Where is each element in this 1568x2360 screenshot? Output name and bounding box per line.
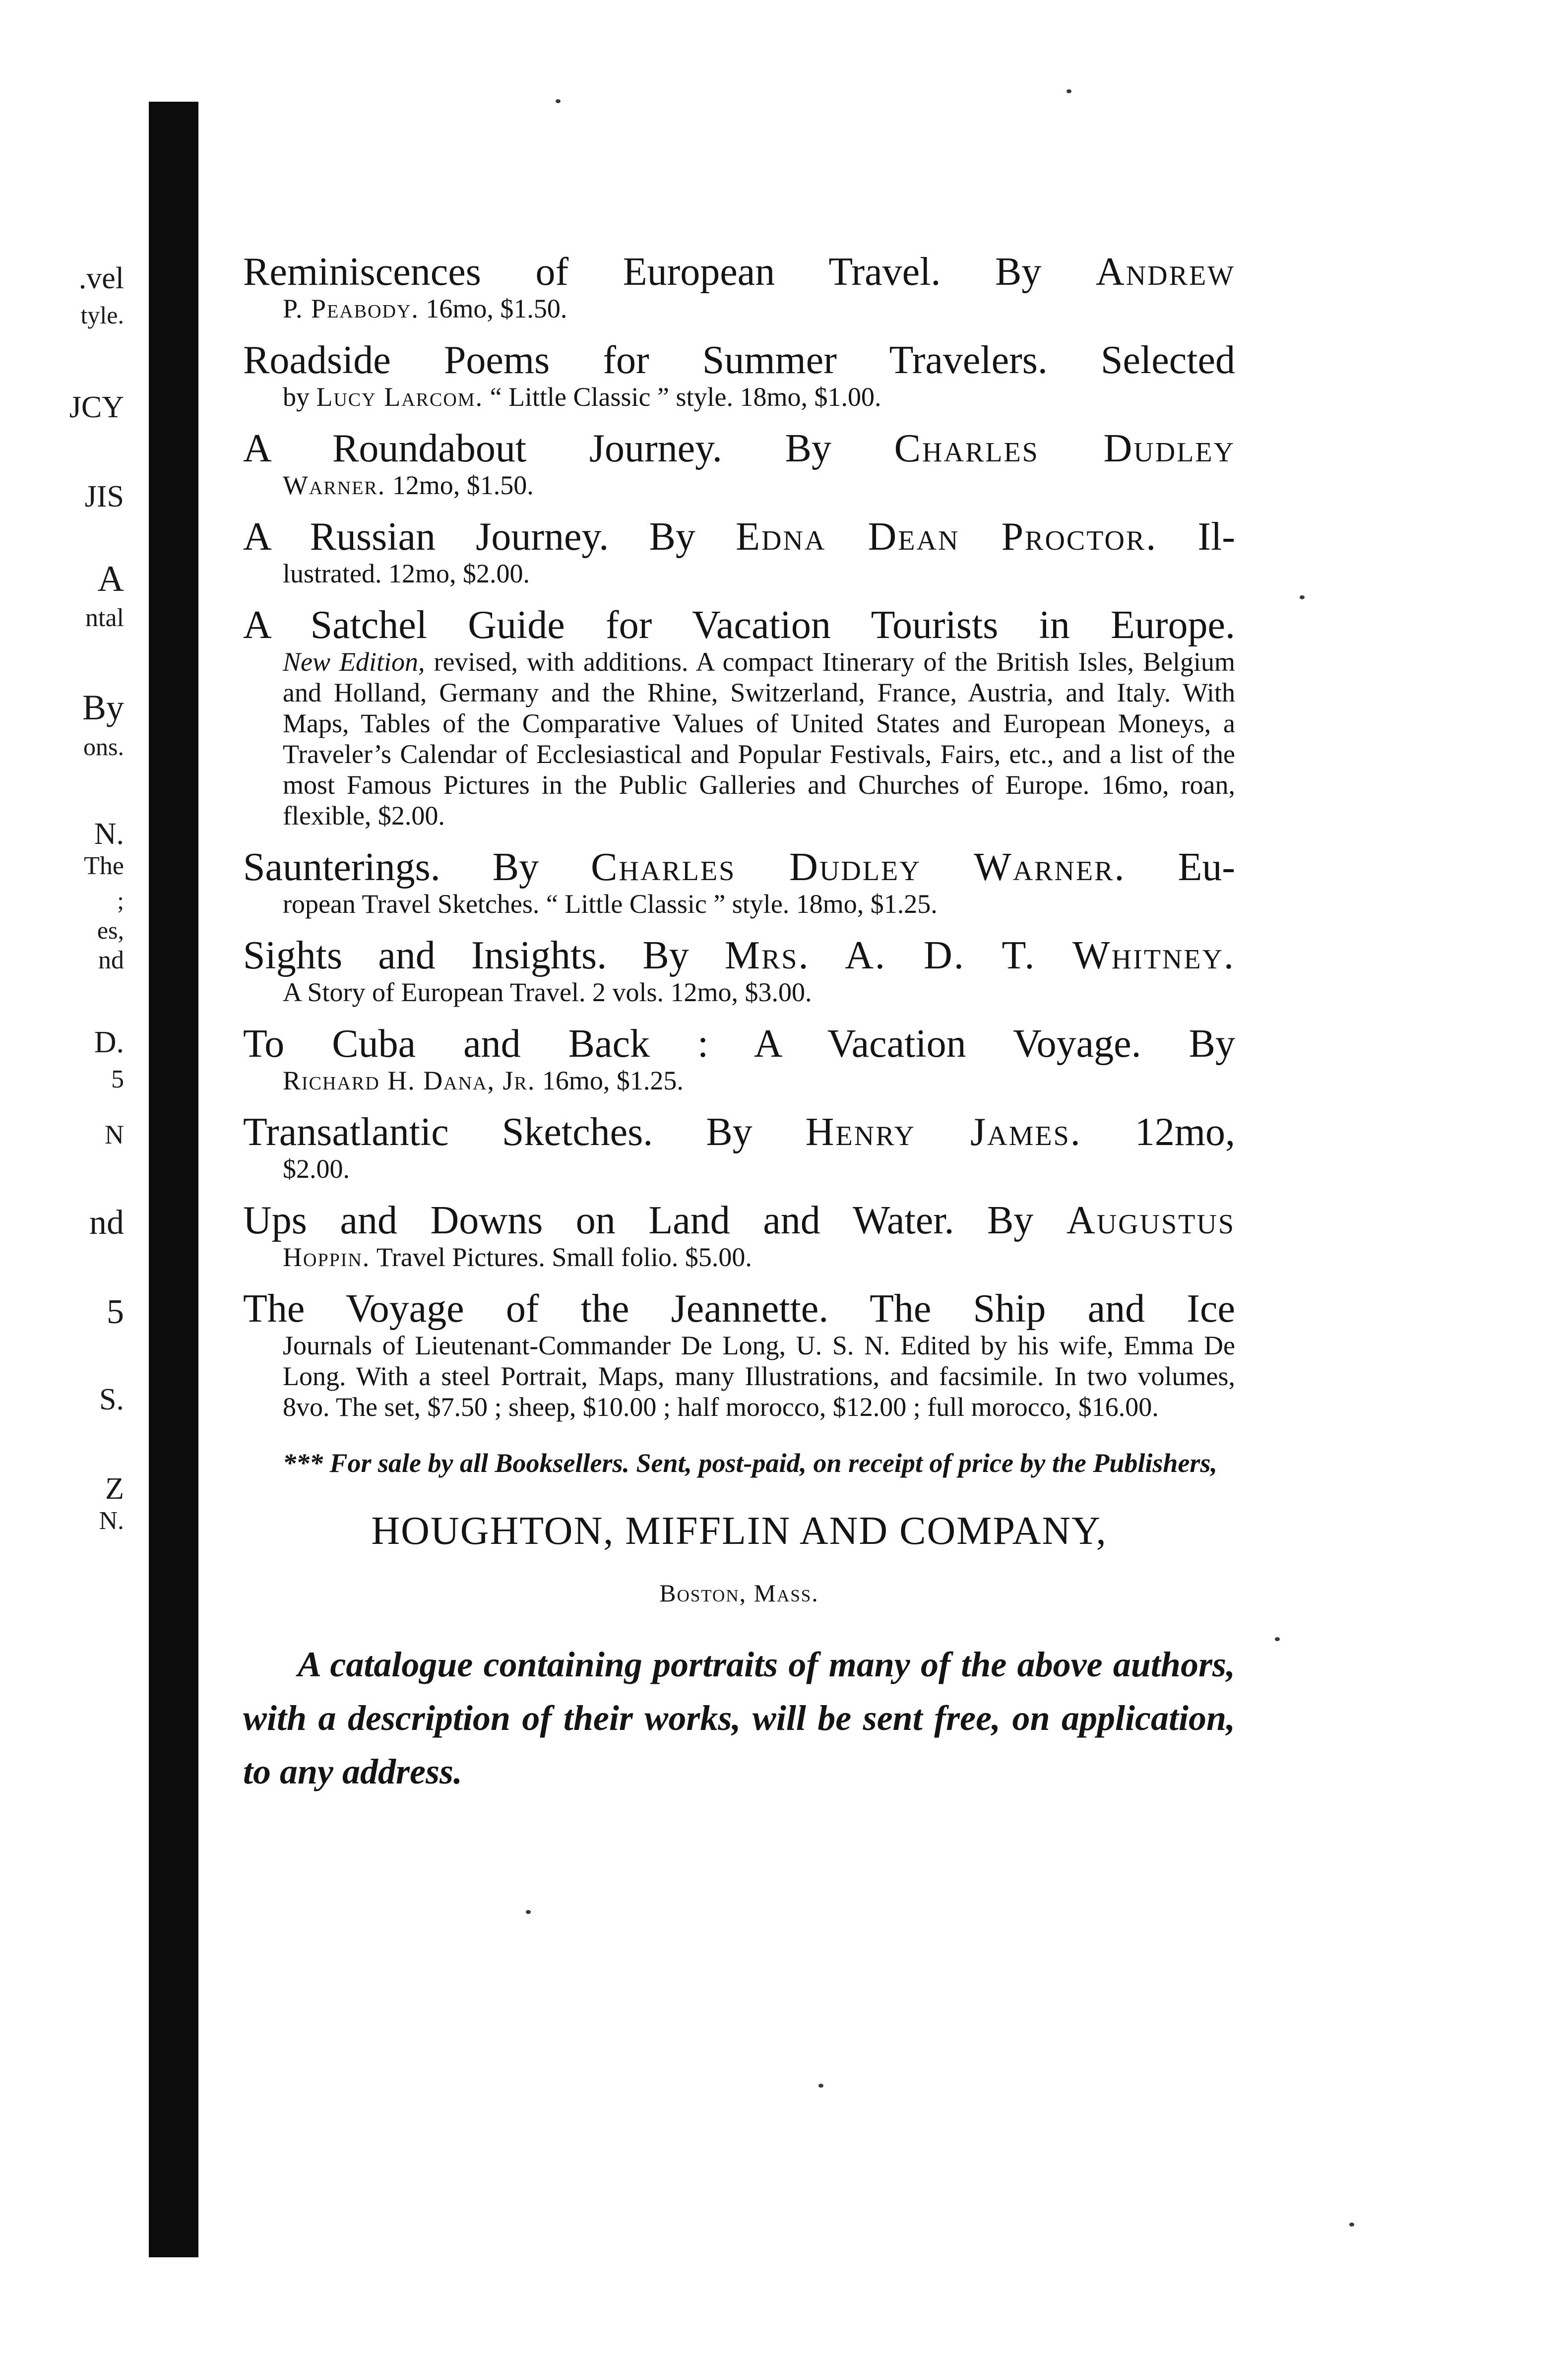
book-entry — [243, 339, 1235, 412]
entry-details-text: $2.00. — [283, 1154, 350, 1184]
print-speck — [818, 2084, 823, 2088]
entry-title-line — [243, 427, 1235, 470]
print-speck — [1349, 2223, 1354, 2227]
margin-fragment: JIS — [84, 480, 124, 513]
book-entry — [243, 846, 1235, 919]
entry-title: Sights and Insights. — [243, 934, 607, 977]
margin-fragment: Z — [105, 1472, 124, 1506]
entry-details — [243, 1330, 1235, 1422]
entry-details-text: revised, with additions. A compact Itinerary of the British Isles, Belgium and Holland, Germany and the Rhine, Switzerland, France, Austria, and Italy. With Maps, Tables of the Comparative Values of United States and European Moneys, a Traveler’s Calendar of Ecclesiastical and Popular Festivals, Fairs, etc., and a list of the most Famous Pictures in the Public Galleries and Churches of Europe. 16mo, roan, flexible, $2.00. — [283, 647, 1236, 830]
print-speck — [1275, 1637, 1280, 1641]
entry-details-text: Journals of Lieutenant-Commander De Long, U. S. N. Edited by his wife, Emma De Long. With a steel Portrait, Maps, many Illustrations, and facsimile. In two volumes, 8vo. The set, $7.50 ; sheep, $10.00 ; half morocco, $12.00 ; full morocco, $16.00. — [283, 1331, 1235, 1422]
entry-author: Edna Dean Proctor. — [736, 515, 1158, 559]
entry-details — [243, 1153, 1235, 1184]
publisher-name: HOUGHTON, MIFFLIN AND COMPANY, — [371, 1509, 1107, 1553]
margin-fragment: S. — [99, 1383, 124, 1416]
margin-fragment: nd — [98, 946, 124, 974]
entry-details-prefix: by — [283, 382, 310, 412]
margin-fragment: .vel — [78, 261, 124, 295]
margin-fragment: JCY — [69, 390, 124, 424]
catalogue-note: A catalogue containing portraits of many of the above authors, with a description of their works, will be sent free, on application, to any address. — [243, 1645, 1235, 1791]
book-entry — [243, 1111, 1235, 1184]
margin-fragment: By — [82, 688, 124, 727]
entry-details-text: 12mo, $1.50. — [392, 470, 534, 500]
entry-by: Selected — [1101, 338, 1235, 382]
entry-details — [243, 1242, 1235, 1273]
entry-title-line — [243, 1111, 1235, 1153]
page-text-block — [243, 251, 1235, 1798]
print-speck — [556, 99, 561, 103]
entry-details-text: lustrated. 12mo, $2.00. — [283, 559, 530, 588]
entry-by: By — [492, 845, 539, 889]
entry-details-author: Richard H. Dana, Jr. — [283, 1066, 536, 1095]
entry-details — [243, 646, 1235, 831]
margin-fragment: N — [105, 1120, 124, 1149]
entry-by: By — [642, 934, 689, 977]
entry-by: By — [649, 515, 695, 559]
margin-fragment: ntal — [85, 604, 124, 632]
entry-by: By — [706, 1110, 753, 1154]
book-list — [243, 251, 1235, 1422]
entry-details — [243, 382, 1235, 412]
margin-fragment: N. — [99, 1507, 124, 1535]
book-entry — [243, 1199, 1235, 1273]
print-speck — [1300, 595, 1305, 599]
entry-title: Transatlantic Sketches. — [243, 1110, 653, 1154]
print-speck — [526, 1910, 531, 1914]
entry-details — [243, 1065, 1235, 1096]
entry-title: A Roundabout Journey. — [243, 427, 722, 470]
book-entry — [243, 251, 1235, 324]
entry-details — [243, 293, 1235, 324]
entry-details-text: 16mo, $1.50. — [426, 294, 567, 323]
entry-details-author: P. Peabody. — [283, 294, 419, 323]
entry-title-suffix: 12mo, — [1134, 1110, 1236, 1154]
book-entry — [243, 1287, 1235, 1422]
entry-author: Augustus — [1066, 1199, 1235, 1242]
margin-fragment: D. — [94, 1025, 124, 1059]
entry-edition: New Edition, — [283, 647, 425, 677]
entry-title: Ups and Downs on Land and Water. — [243, 1199, 954, 1242]
margin-fragment: 5 — [111, 1065, 124, 1093]
margin-fragment: es, — [97, 916, 124, 944]
entry-author: Charles Dudley — [894, 427, 1236, 470]
entry-details — [243, 470, 1235, 501]
entry-details-text: A Story of European Travel. 2 vols. 12mo, $3.00. — [283, 977, 812, 1007]
print-speck — [1066, 89, 1071, 93]
entry-title: Roadside Poems for Summer Travelers. — [243, 338, 1048, 382]
entry-author: Mrs. A. D. T. Whitney. — [724, 934, 1235, 977]
entry-title-line — [243, 604, 1235, 646]
entry-title-line — [243, 934, 1235, 977]
entry-title: A Satchel Guide for Vacation Tourists in Europe. — [243, 603, 1235, 647]
margin-fragment: ons. — [83, 733, 124, 761]
binding-gutter-shadow — [149, 102, 198, 2257]
entry-author: Charles Dudley Warner. — [591, 845, 1126, 889]
entry-details-text: 16mo, $1.25. — [542, 1066, 684, 1095]
entry-title: The Voyage of the Jeannette. The Ship and Ice — [243, 1287, 1235, 1331]
entry-details-author: Warner. — [283, 470, 386, 500]
book-entry — [243, 427, 1235, 501]
margin-fragment: ; — [117, 887, 124, 914]
entry-title-line — [243, 1022, 1235, 1065]
entry-author: Andrew — [1095, 250, 1236, 294]
entry-details-author: Lucy Larcom. — [316, 382, 484, 412]
entry-title-suffix: Eu- — [1178, 845, 1236, 889]
sale-note: *** For sale by all Booksellers. Sent, post-paid, on receipt of price by the Publishers, — [283, 1448, 1217, 1478]
entry-title-line — [243, 1287, 1235, 1330]
publisher-city: Boston, Mass. — [659, 1579, 819, 1607]
book-entry — [243, 604, 1235, 831]
entry-title-suffix: Il- — [1197, 515, 1236, 559]
margin-fragment: tyle. — [80, 301, 124, 329]
entry-title: Reminiscences of European Travel. — [243, 250, 941, 294]
entry-by: By — [1189, 1022, 1236, 1066]
entry-by: By — [785, 427, 831, 470]
entry-details-text: ropean Travel Sketches. “ Little Classic ” style. 18mo, $1.25. — [283, 889, 938, 919]
entry-by: By — [987, 1199, 1034, 1242]
entry-details — [243, 977, 1235, 1008]
entry-details-author: Hoppin. — [283, 1242, 371, 1272]
entry-details-text: Travel Pictures. Small folio. $5.00. — [376, 1242, 752, 1272]
entry-title: Saunterings. — [243, 845, 440, 889]
entry-title-line — [243, 1199, 1235, 1242]
entry-title: A Russian Journey. — [243, 515, 609, 559]
margin-fragment: nd — [89, 1204, 124, 1242]
entry-title-line — [243, 339, 1235, 382]
entry-title-line — [243, 846, 1235, 889]
margin-fragment: A — [97, 559, 124, 599]
book-entry — [243, 515, 1235, 589]
facing-page-margin — [0, 0, 144, 2360]
entry-author: Henry James. — [805, 1110, 1082, 1154]
entry-title-line — [243, 251, 1235, 293]
entry-by: By — [995, 250, 1042, 294]
book-entry — [243, 934, 1235, 1008]
entry-details — [243, 889, 1235, 919]
entry-details-text: “ Little Classic ” style. 18mo, $1.00. — [490, 382, 881, 412]
margin-fragment: 5 — [107, 1293, 124, 1331]
margin-fragment: N. — [94, 817, 124, 851]
entry-title: To Cuba and Back : A Vacation Voyage. — [243, 1022, 1141, 1066]
margin-fragment: The — [84, 852, 124, 880]
entry-details — [243, 558, 1235, 589]
book-entry — [243, 1022, 1235, 1096]
entry-title-line — [243, 515, 1235, 558]
